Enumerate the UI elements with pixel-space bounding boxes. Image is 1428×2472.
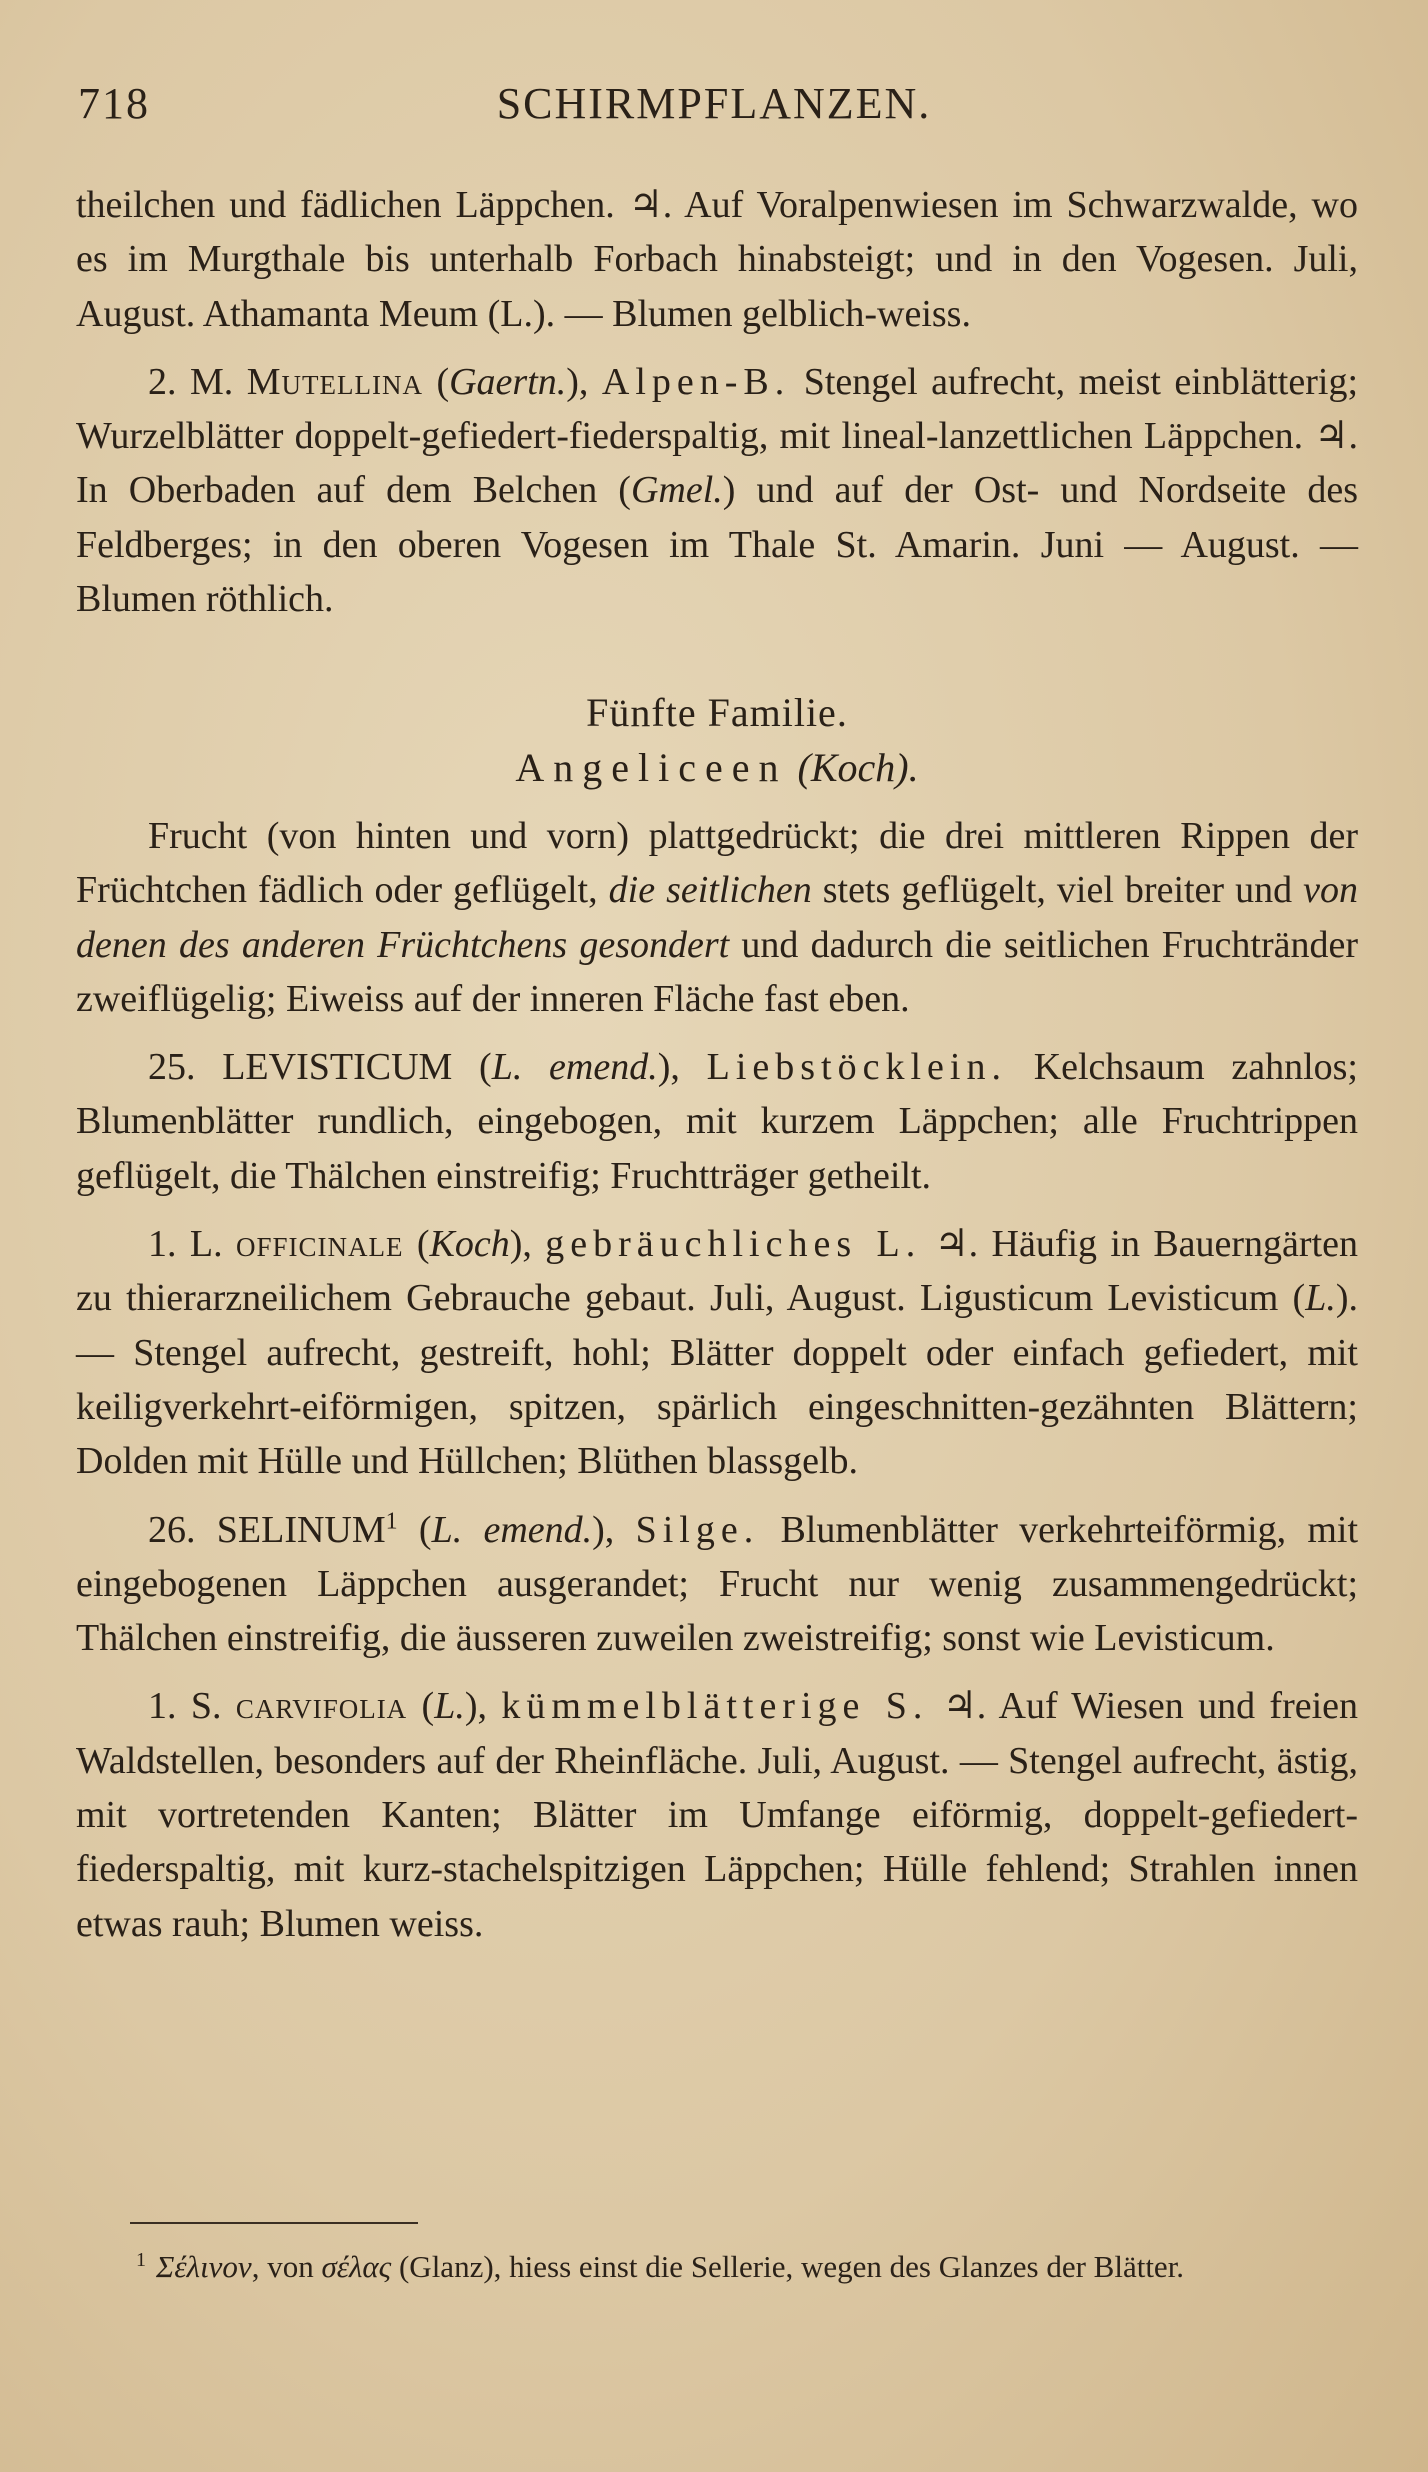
paren: ), — [464, 1685, 502, 1728]
entry-number: 1. L. — [148, 1223, 236, 1266]
description-text: stets geflügelt, viel breiter und — [811, 869, 1304, 912]
footnote-mark: 1 — [136, 2248, 146, 2271]
footnote — [76, 2244, 1358, 2290]
author-citation: L. emend. — [491, 1046, 658, 1089]
footnote-text: (Glanz), hiess einst die Sellerie, wegen des Glanzes der Blätter. — [391, 2249, 1185, 2284]
description-text: ♃. Häufig in Bauerngärten zu thierarzneilichem Gebrauche gebaut. Juli, August. Ligusticum Levisticum ( — [76, 1223, 1359, 1320]
family-author: (Koch). — [787, 744, 919, 790]
paren: ), — [657, 1046, 707, 1089]
common-name: Liebstöcklein. — [706, 1046, 1007, 1089]
paragraph-mutellina — [76, 355, 1358, 626]
species-name: Mutellina — [246, 360, 423, 403]
species-name: officinale — [235, 1223, 404, 1266]
author-citation: L. — [1305, 1277, 1336, 1320]
entry-number: 2. M. — [148, 360, 247, 403]
emphasis-text: von denen des anderen Früchtchens gesondert — [76, 869, 1359, 966]
footnote-rule — [130, 2222, 418, 2224]
genus-heading: 26. SELINUM — [148, 1508, 386, 1551]
paren: ( — [422, 360, 450, 403]
species-name: carvifolia — [235, 1685, 408, 1728]
family-name: Angeliceen — [515, 744, 788, 790]
description-text: und dadurch die seitlichen Fruchtränder zweiflügelig; Eiweiss auf der inneren Fläche fast eben. — [76, 923, 1358, 1020]
footnote-reference: 1 — [385, 1507, 398, 1534]
author-citation: L. — [434, 1685, 465, 1728]
family-label: Fünfte Familie. — [586, 690, 848, 736]
description-text: Stengel aufrecht, meist einblätterig; Wurzelblätter doppelt-gefiedert-fiederspaltig, mit lineal-lanzettlichen Läppchen. ♃. In Oberbaden auf dem Belchen ( — [76, 360, 1359, 512]
description-text: Frucht (von hinten und vorn) plattgedrückt; die drei mittleren Rippen der Früchtchen fädlich oder geflügelt, — [76, 814, 1358, 912]
author-citation: Gaertn. — [449, 360, 567, 403]
paren: ( — [407, 1685, 435, 1728]
page-number: 718 — [78, 79, 150, 128]
description-text: ♃. Auf Wiesen und freien Waldstellen, besonders auf der Rheinfläche. Juli, August. — Stengel aufrecht, ästig, mit vortretenden Kanten; Blätter im Umfange eiförmig, doppelt-gefiedert-fiederspaltig, mit kurz-stachelspitzigen Läppchen; Hülle fehlend; Strahlen innen etwas rauh; Blumen weiss. — [76, 1685, 1359, 1945]
description-text: ). — Stengel aufrecht, gestreift, hohl; Blätter doppelt oder einfach gefiedert, mit keiligverkehrt-eiförmigen, spitzen, spärlich eingeschnitten-gezähnten Blättern; Dolden mit Hülle und Hüllchen; Blüthen blassgelb. — [76, 1277, 1358, 1483]
family-heading — [76, 741, 1358, 795]
paragraph-selinum — [76, 1503, 1358, 1666]
description-text: ) und auf der Ost- und Nordseite des Feldberges; in den oberen Vogesen im Thale St. Amarin. Juni — August. — Blumen röthlich. — [76, 469, 1358, 621]
entry-number: 1. S. — [148, 1685, 236, 1728]
footnote-text: , von — [251, 2249, 322, 2284]
emphasis-text: die seitlichen — [608, 869, 812, 912]
author-citation: Koch — [429, 1223, 510, 1266]
description-text: Kelchsaum zahnlos; Blumenblätter rundlich, eingebogen, mit kurzem Läppchen; alle Fruchtrippen geflügelt, die Thälchen einstreifig; Fruchtträger getheilt. — [76, 1046, 1358, 1197]
paragraph-meum-continuation: theilchen und fädlichen Läppchen. ♃. Auf Voralpenwiesen im Schwarzwalde, wo es im Murgthale bis unterhalb Forbach hinabsteigt; und in den Vogesen. Juli, August. Athamanta Meum (L.). — Blumen gelblich-weiss. — [76, 184, 1358, 335]
greek-word: Σέλινον — [156, 2249, 252, 2284]
common-name: Alpen-B. — [601, 360, 791, 403]
common-name: gebräuchliches L. — [545, 1223, 922, 1266]
main-text — [76, 178, 1358, 1951]
paragraph-family-description — [76, 809, 1358, 1026]
paren: ), — [566, 360, 602, 403]
author-citation: Gmel. — [630, 469, 723, 512]
description-text: Blumenblätter verkehrteiförmig, mit eingebogenen Läppchen ausgerandet; Frucht nur wenig zusammengedrückt; Thälchen einstreifig, die äusseren zuweilen zweistreifig; sonst wie Levisticum. — [76, 1508, 1358, 1660]
paren: ), — [592, 1508, 636, 1551]
paren: ( — [397, 1508, 432, 1551]
author-citation: L. emend. — [431, 1508, 593, 1551]
common-name: Silge. — [635, 1508, 760, 1551]
common-name: kümmelblätterige S. — [501, 1685, 929, 1728]
paren: ), — [509, 1223, 546, 1266]
paragraph-levisticum — [76, 1040, 1358, 1203]
greek-word: σέλας — [321, 2249, 392, 2284]
genus-heading: 25. LEVISTICUM ( — [148, 1046, 492, 1089]
running-title: SCHIRMPFLANZEN. — [496, 79, 932, 128]
paragraph-officinale — [76, 1217, 1358, 1488]
running-head — [78, 78, 1350, 138]
paragraph-carvifolia — [76, 1679, 1358, 1950]
paren: ( — [403, 1223, 430, 1266]
